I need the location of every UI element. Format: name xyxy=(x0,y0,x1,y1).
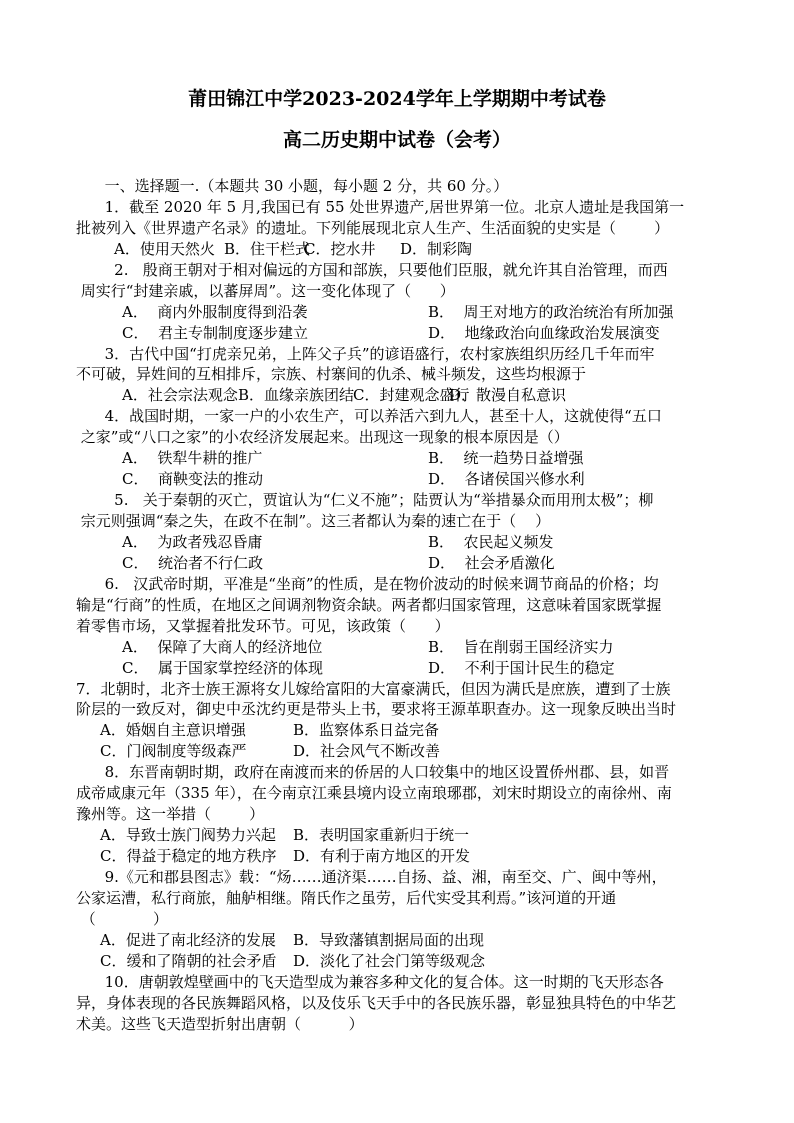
option-b[interactable]: B． 周王对地方的政治统治有所加强 xyxy=(428,302,674,321)
question-7 xyxy=(76,679,736,763)
option-c[interactable]: C． 属于国家掌控经济的体现 xyxy=(122,658,324,677)
option-c[interactable]: C． 君主专制制度逐步建立 xyxy=(122,323,309,342)
question-stem-line: 4．战国时期，一家一户的小农生产，可以养活六到九人，甚至十人，这就使得“五口 xyxy=(76,407,662,426)
question-stem-line: 9.《元和郡县图志》载：“炀……通济渠……自扬、益、湘，南至交、广、闽中等州， xyxy=(76,867,667,886)
options-row xyxy=(76,825,736,846)
option-c[interactable]: C．得益于稳定的地方秩序 xyxy=(100,847,277,865)
option-a[interactable]: A． 为政者残忍昏庸 xyxy=(122,532,263,551)
question-stem-line: 宗元则强调“秦之失，在政不在制”。这三者都认为秦的速亡在于（ ） xyxy=(76,512,551,530)
option-c[interactable]: C．挖水井 xyxy=(304,239,376,258)
options-row xyxy=(76,846,736,867)
options-row xyxy=(76,637,736,658)
question-stem-line: 3．古代中国“打虎亲兄弟，上阵父子兵”的谚语盛行，农村家族组织历经几千年而牢 xyxy=(76,344,655,363)
option-b[interactable]: B．监察体系日益完备 xyxy=(293,721,440,740)
option-d[interactable]: D． 社会矛盾激化 xyxy=(428,553,555,572)
option-d[interactable]: D．有利于南方地区的开发 xyxy=(293,847,471,865)
option-a[interactable]: A． 商内外服制度得到沿袭 xyxy=(122,302,308,321)
question-stem-line: 周实行“封建亲戚，以蕃屏周”。这一变化体现了（ ） xyxy=(76,281,455,300)
option-a[interactable]: A． 铁犁牛耕的推广 xyxy=(122,449,263,468)
question-stem-line: 着零售市场，又掌握着批发环节。可见，该政策（ ） xyxy=(76,616,450,635)
question-stem-line: 1．截至 2020 年 5 月,我国已有 55 处世界遗产,居世界第一位。北京人遗址是我国第一 xyxy=(76,197,685,216)
exam-title: 莆田锦江中学2023-2024学年上学期期中考试卷 xyxy=(188,88,606,110)
option-d[interactable]: D．制彩陶 xyxy=(400,239,473,258)
question-stem-line: 10．唐朝敦煌壁画中的飞天造型成为兼容多种文化的复合体。这一时期的飞天形态各 xyxy=(76,972,664,991)
options-row xyxy=(76,720,736,741)
question-8 xyxy=(76,762,736,867)
options-row xyxy=(76,385,736,406)
options-row xyxy=(76,448,736,469)
options-row xyxy=(76,951,736,972)
question-stem-line: 术美。这些飞天造型折射出唐朝（ ） xyxy=(76,1014,364,1033)
question-1 xyxy=(76,197,736,260)
option-d[interactable]: D． 不利于国计民生的稳定 xyxy=(428,658,615,677)
option-c[interactable]: C．门阀制度等级森严 xyxy=(100,742,247,761)
option-c[interactable]: C． 商鞅变法的推动 xyxy=(122,470,264,489)
option-b[interactable]: B．血缘亲族团结 xyxy=(238,386,355,405)
option-d[interactable]: D．淡化了社会门第等级观念 xyxy=(293,951,486,970)
exam-body xyxy=(76,176,736,1034)
question-stem-line: 异，身体表现的各民族舞蹈风格，以及伎乐飞天手中的各民族乐器，彰显独具特色的中华艺 xyxy=(76,993,677,1012)
question-10 xyxy=(76,972,736,1035)
question-6 xyxy=(76,574,736,679)
option-c[interactable]: C．缓和了隋朝的社会矛盾 xyxy=(100,951,277,970)
option-d[interactable]: D．社会风气不断改善 xyxy=(293,742,441,761)
option-d[interactable]: D． 地缘政治向血缘政治发展演变 xyxy=(428,323,660,342)
option-b[interactable]: B．导致藩镇割据局面的出现 xyxy=(293,930,485,949)
question-2 xyxy=(76,260,736,344)
option-b[interactable]: B． 统一趋势日益增强 xyxy=(428,449,584,468)
question-stem-line: 阶层的一致反对，御史中丞沈约更是带头上书，要求将王源革职查办。这一现象反映出当时 xyxy=(76,700,677,719)
question-9 xyxy=(76,867,736,972)
question-stem-line: 2. 殷商王朝对于相对偏远的方国和部族，只要他们臣服，就允许其自治管理，而西 xyxy=(76,260,668,279)
exam-subtitle: 高二历史期中试卷（会考） xyxy=(282,129,511,151)
question-stem-line: （ ） xyxy=(76,909,168,928)
option-a[interactable]: A．婚姻自主意识增强 xyxy=(100,721,246,740)
options-row xyxy=(76,553,736,574)
options-row xyxy=(76,532,736,553)
question-3 xyxy=(76,344,736,407)
question-stem-line: 公家运漕，私行商旅，舳舻相继。隋氏作之虽劳，后代实受其利焉。”该河道的开通 xyxy=(76,888,617,907)
option-d[interactable]: D．散漫自私意识 xyxy=(449,386,567,405)
option-b[interactable]: B．表明国家重新归于统一 xyxy=(293,826,470,845)
options-row xyxy=(76,323,736,344)
question-stem-line: 8．东晋南朝时期，政府在南渡而来的侨居的人口较集中的地区设置侨州郡、县，如晋 xyxy=(76,763,670,782)
option-c[interactable]: C．封建观念盛行 xyxy=(353,386,470,405)
question-stem-line: 输是“行商”的性质，在地区之间调剂物资余缺。两者都归国家管理，这意味着国家既掌握 xyxy=(76,595,662,614)
option-a[interactable]: A．导致士族门阀势力兴起 xyxy=(100,826,276,845)
option-d[interactable]: D． 各诸侯国兴修水利 xyxy=(428,470,585,489)
option-b[interactable]: B． 农民起义频发 xyxy=(428,532,554,551)
option-c[interactable]: C． 统治者不行仁政 xyxy=(122,553,264,572)
options-row xyxy=(76,930,736,951)
question-stem-line: 批被列入《世界遗产名录》的遗址。下列能展现北京人生产、生活面貌的史实是（ ） xyxy=(76,218,670,237)
question-4 xyxy=(76,406,736,490)
question-stem-line: 豫州等。这一举措（ ） xyxy=(76,805,265,824)
option-a[interactable]: A．社会宗法观念 xyxy=(122,386,238,405)
options-row xyxy=(76,302,736,323)
option-a[interactable]: A．使用天然火 xyxy=(114,239,215,258)
question-stem-line: 之家”或“八口之家”的小农经济发展起来。出现这一现象的根本原因是（） xyxy=(76,428,569,447)
question-stem-line: 7．北朝时，北齐士族王源将女儿嫁给富阳的大富豪满氏，但因为满氏是庶族，遭到了士族 xyxy=(76,679,671,698)
options-row xyxy=(76,469,736,490)
question-stem-line: 5. 关于秦朝的灭亡，贾谊认为“仁义不施”；陆贾认为“举措暴众而用刑太极”；柳 xyxy=(76,491,654,510)
option-b[interactable]: B． 旨在削弱王国经济实力 xyxy=(428,637,614,656)
question-stem-line: 不可破，异姓间的互相排斥，宗族、村寨间的仇杀、械斗频发，这些均根源于 xyxy=(76,365,587,384)
options-row xyxy=(76,239,736,260)
question-5 xyxy=(76,490,736,574)
option-a[interactable]: A． 保障了大商人的经济地位 xyxy=(122,637,323,656)
options-row xyxy=(76,658,736,679)
question-stem-line: 6. 汉武帝时期，平准是“坐商”的性质，是在物价波动的时候来调节商品的价格；均 xyxy=(76,574,659,593)
question-stem-line: 成帝咸康元年（335 年），在今南京江乘县境内设立南琅琊郡，刘宋时期设立的南徐州、南 xyxy=(76,784,672,803)
options-row xyxy=(76,741,736,762)
option-b[interactable]: B．住干栏式 xyxy=(224,239,311,258)
section-heading: 一、选择题一.（本题共 30 小题，每小题 2 分，共 60 分。） xyxy=(76,177,509,195)
option-a[interactable]: A．促进了南北经济的发展 xyxy=(100,930,276,949)
